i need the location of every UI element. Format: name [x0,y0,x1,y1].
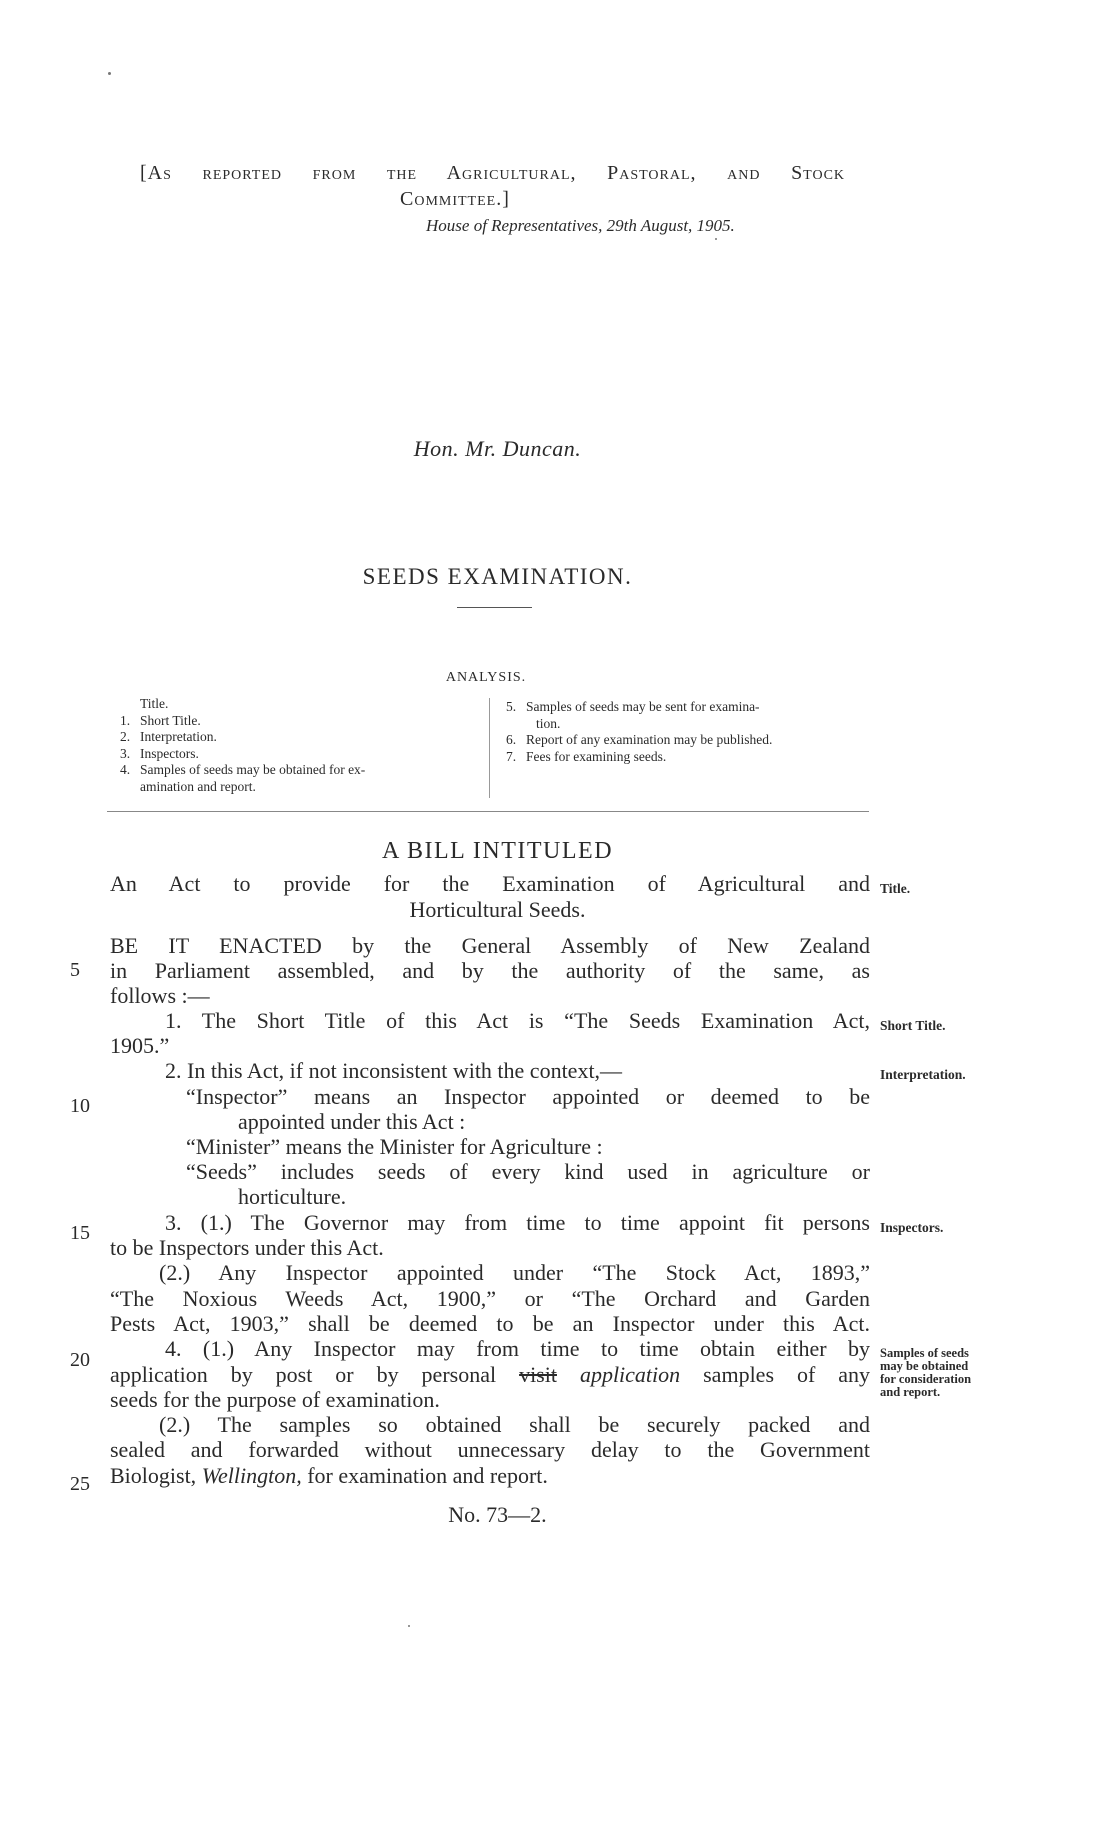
analysis-item [506,749,871,766]
margin-note-line: for consideration [880,1372,972,1386]
inserted-word: application [579,1362,681,1387]
section-2-line: “Seeds” includes seeds of every kind used in agriculture or [186,1159,870,1184]
section-4-text: application by post or by personal [110,1362,497,1387]
analysis-item-text: Samples of seeds may be sent for examina- [526,699,760,714]
analysis-item-text: Fees for examining seeds. [526,748,667,764]
analysis-item-number: 3. [120,745,131,761]
section-3-line: (2.) Any Inspector appointed under “The Stock Act, 1893,” [159,1260,870,1285]
analysis-item [120,713,488,730]
section-4-line [110,1362,870,1388]
committee-report-line [140,162,845,185]
analysis-item-text: Inspectors. [140,745,199,761]
line-number: 25 [70,1473,90,1495]
line-number: 20 [70,1349,90,1371]
analysis-right-column [506,699,871,765]
analysis-item-number: 7. [506,748,517,764]
analysis-item-text: Samples of seeds may be obtained for ex- [140,762,366,777]
section-1-line: 1. The Short Title of this Act is “The Seeds Examination Act, [165,1008,870,1033]
section-4-text: samples of any [703,1362,871,1387]
section-4-text: Biologist, [110,1463,197,1488]
analysis-item-text: Short Title. [140,712,201,728]
header-word: and [727,162,761,184]
section-3-line: 3. (1.) The Governor may from time to time appoint fit persons [165,1210,870,1235]
analysis-item-number: 4. [120,762,131,777]
header-word: the [386,162,418,184]
enacting-line: BE IT ENACTED by the General Assembly of New Zealand [110,933,870,958]
section-4-text: for examination and report. [307,1463,548,1488]
section-3-line: to be Inspectors under this Act. [110,1235,384,1260]
analysis-item-continuation: tion. [536,715,561,731]
header-word: Agricultural, [446,162,577,184]
analysis-item-continuation: amination and report. [140,778,256,794]
line-number: 10 [70,1095,90,1117]
section-2-line: horticulture. [238,1184,347,1209]
analysis-heading: ANALYSIS. [445,670,527,685]
struck-word: visit [519,1362,557,1387]
section-4-line: 4. (1.) Any Inspector may from time to time obtain either by [165,1336,870,1361]
margin-note-line: may be obtained [880,1359,969,1373]
section-1-line: 1905.” [110,1033,170,1058]
analysis-item-number: 5. [506,699,517,714]
analysis-item [506,732,871,749]
section-2-line: “Inspector” means an Inspector appointed or deemed to be [186,1084,870,1109]
analysis-item [120,762,488,779]
header-word: [As [140,162,172,184]
analysis-item-number: 1. [120,712,131,728]
analysis-item [120,696,488,713]
sponsor-name: Hon. Mr. Duncan. [413,436,582,461]
margin-note-short-title: Short Title. [880,1018,946,1033]
bill-heading: A BILL INTITULED [381,838,614,864]
analysis-item-text: Title. [140,696,169,711]
act-long-title-line: An Act to provide for the Examination of Agricultural and [110,871,870,896]
section-4-line: sealed and forwarded without unnecessary delay to the Government [110,1437,870,1462]
scan-speck [715,238,717,240]
analysis-item-number: 6. [506,732,517,747]
analysis-item [120,746,488,763]
analysis-left-column [120,696,488,795]
line-number: 15 [70,1222,90,1244]
header-word: Pastoral, [607,162,697,184]
analysis-item [120,729,488,746]
section-2-line: 2. In this Act, if not inconsistent with the context,— [165,1058,623,1083]
scan-speck [408,1625,410,1627]
analysis-item [506,699,871,716]
margin-note-line: Samples of seeds [880,1346,969,1360]
section-3-line: “The Noxious Weeds Act, 1900,” or “The Orchard and Garden [110,1286,870,1311]
margin-note-inspectors: Inspectors. [880,1220,944,1235]
committee-name: Committee.] [400,188,510,210]
line-number: 5 [70,959,80,981]
enacting-line: follows :— [110,983,210,1008]
header-word: Stock [791,162,846,184]
scan-speck [108,72,111,75]
margin-note-interpretation: Interpretation. [880,1067,966,1082]
analysis-rule [107,811,869,812]
bill-title: SEEDS EXAMINATION. [362,564,633,589]
analysis-item-number: 2. [120,729,131,744]
section-4-line: seeds for the purpose of examination. [110,1387,440,1412]
header-word: reported [202,162,282,184]
margin-note-samples [880,1347,971,1399]
margin-note-title: Title. [880,881,911,896]
section-2-line: “Minister” means the Minister for Agriculture : [186,1134,603,1159]
header-word: from [312,162,357,184]
house-date: House of Representatives, 29th August, 1905. [426,216,735,235]
analysis-item-text: Interpretation. [140,729,217,744]
place-name: Wellington, [201,1463,302,1488]
title-rule [457,607,532,608]
section-4-line [110,1463,870,1489]
analysis-column-divider [489,698,490,798]
analysis-item-number [120,696,140,713]
bill-number: No. 73—2. [448,1502,547,1527]
margin-note-line: and report. [880,1385,941,1399]
section-2-line: appointed under this Act : [238,1109,466,1134]
section-4-line: (2.) The samples so obtained shall be securely packed and [159,1412,870,1437]
enacting-line: in Parliament assembled, and by the authority of the same, as [110,958,870,983]
act-long-title-line: Horticultural Seeds. [409,897,586,922]
analysis-item-text: Report of any examination may be published. [526,732,773,747]
section-3-line: Pests Act, 1903,” shall be deemed to be an Inspector under this Act. [110,1311,870,1336]
